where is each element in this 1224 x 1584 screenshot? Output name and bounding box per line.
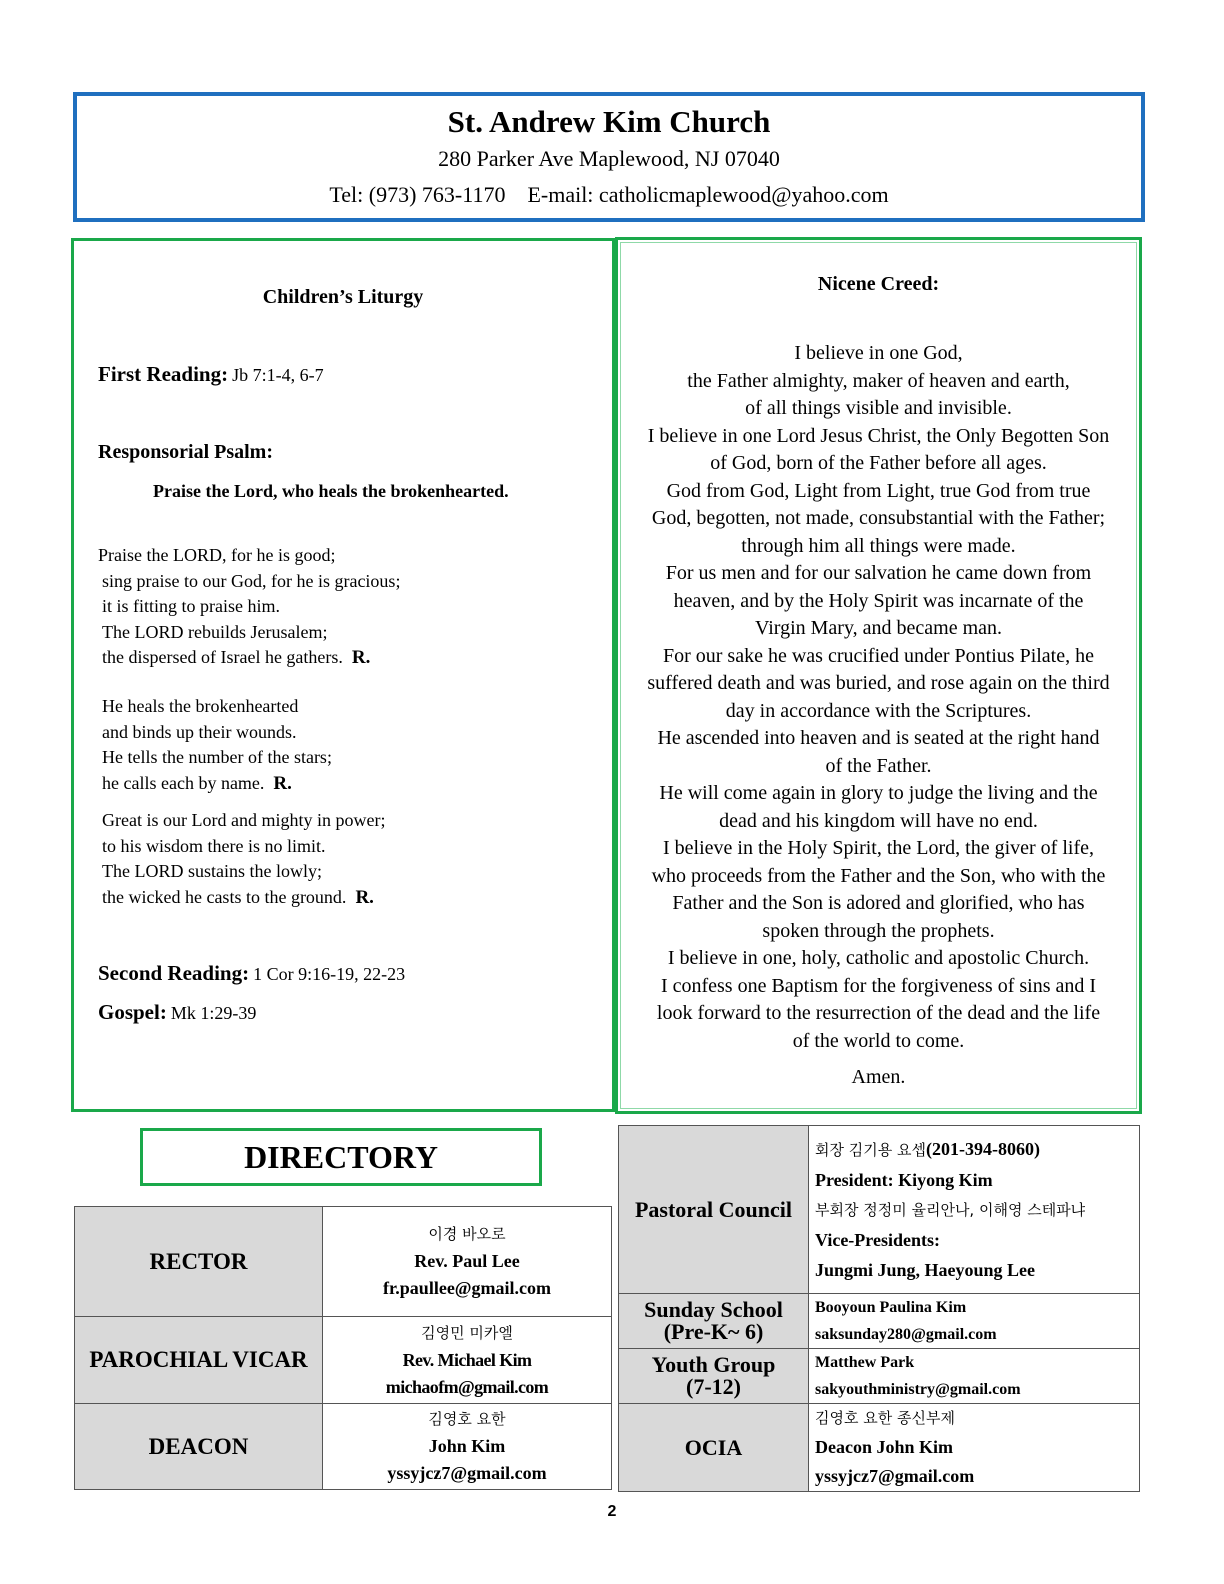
response-mark: R.	[273, 772, 292, 794]
psalm-line: He tells the number of the stars;	[102, 747, 332, 767]
creed-line: I believe in one Lord Jesus Christ, the Only Begotten Son	[647, 424, 1110, 447]
first-reading-label: First Reading:	[98, 362, 229, 386]
vicar-role: PAROCHIAL VICAR	[75, 1317, 323, 1404]
creed-line: Virgin Mary, and became man.	[754, 617, 1003, 639]
creed-line: through him all things were made.	[741, 534, 1016, 557]
second-reading-ref: 1 Cor 9:16-19, 22-23	[253, 964, 406, 984]
ocia-role: OCIA	[619, 1404, 809, 1492]
directory-title: DIRECTORY	[140, 1128, 542, 1186]
rector-korean-name: 이경 바오로	[428, 1225, 506, 1243]
psalm-line: The LORD sustains the lowly;	[102, 861, 322, 881]
creed-line: day in accordance with the Scriptures.	[725, 699, 1032, 722]
church-header	[73, 92, 1145, 222]
psalm-line: it is fitting to praise him.	[102, 596, 280, 616]
sunday-school-email[interactable]: saksunday280@gmail.com	[815, 1326, 997, 1343]
psalm-stanza-3	[102, 808, 385, 910]
creed-line: look forward to the resurrection of the dead and the life	[656, 1002, 1101, 1024]
first-reading	[98, 362, 324, 387]
deacon-name: John Kim	[428, 1436, 506, 1456]
table-row	[75, 1404, 612, 1490]
psalm-line: The LORD rebuilds Jerusalem;	[102, 621, 328, 642]
church-name: St. Andrew Kim Church	[447, 104, 771, 139]
youth-group-role	[619, 1349, 809, 1404]
youth-group-info	[809, 1349, 1140, 1404]
creed-line: of the Father.	[825, 754, 932, 777]
sunday-school-label: Sunday School	[644, 1297, 783, 1322]
pastoral-council-info	[809, 1126, 1140, 1294]
creed-line: God, begotten, not made, consubstantial with the Father;	[651, 507, 1106, 529]
page-number: 2	[607, 1503, 617, 1520]
vicar-info	[323, 1317, 612, 1404]
vicar-email[interactable]: michaofm@gmail.com	[385, 1376, 549, 1397]
creed-line: suffered death and was buried, and rose again on the third	[647, 672, 1110, 694]
table-row	[619, 1349, 1140, 1404]
council-table	[618, 1125, 1140, 1492]
deacon-role: DEACON	[75, 1404, 323, 1490]
creed-line: who proceeds from the Father and the Son, who with the	[651, 864, 1106, 887]
creed-line: For our sake he was crucified under Pontius Pilate, he	[662, 644, 1094, 667]
childrens-liturgy-panel	[71, 238, 615, 1112]
vice-president-korean-names: 부회장 정정미 율리안나, 이해영 스테파냐	[815, 1201, 1086, 1219]
creed-line: I believe in the Holy Spirit, the Lord, the giver of life,	[663, 837, 1094, 859]
vice-president-label: Vice-Presidents:	[815, 1230, 940, 1250]
creed-line: heaven, and by the Holy Spirit was incarnate of the	[673, 589, 1084, 612]
liturgy-title: Children’s Liturgy	[262, 286, 424, 308]
vice-president-names: Jungmi Jung, Haeyoung Lee	[815, 1260, 1036, 1280]
creed-line: For us men and for our salvation he came down from	[665, 562, 1092, 584]
nicene-creed-panel	[615, 237, 1142, 1114]
deacon-info	[323, 1404, 612, 1490]
president-label: President: Kiyong Kim	[815, 1170, 993, 1190]
ocia-email[interactable]: yssyjcz7@gmail.com	[815, 1466, 975, 1486]
creed-line: of God, born of the Father before all ages.	[710, 452, 1047, 474]
table-row	[619, 1126, 1140, 1294]
ocia-contact-name: Deacon John Kim	[815, 1437, 954, 1457]
creed-line: He ascended into heaven and is seated at the right hand	[657, 727, 1100, 749]
psalm-line: the wicked he casts to the ground.	[102, 886, 347, 907]
sunday-school-role	[619, 1294, 809, 1349]
first-reading-ref: Jb 7:1-4, 6-7	[232, 365, 324, 385]
response-mark: R.	[351, 647, 371, 668]
president-korean-name: 회장 김기용 요셉	[815, 1141, 926, 1159]
psalm-line: Praise the LORD, for he is good;	[98, 545, 336, 565]
youth-group-label: Youth Group	[651, 1352, 776, 1377]
table-row	[75, 1317, 612, 1404]
second-reading-label: Second Reading:	[98, 961, 250, 985]
psalm-line: and binds up their wounds.	[102, 721, 297, 742]
table-row	[619, 1294, 1140, 1349]
response-mark: R.	[355, 886, 374, 908]
psalm-line: to his wisdom there is no limit.	[102, 835, 326, 856]
pastoral-council-role: Pastoral Council	[619, 1126, 809, 1294]
creed-line: dead and his kingdom will have no end.	[719, 809, 1038, 832]
creed-line: spoken through the prophets.	[762, 919, 995, 942]
sunday-school-contact-name: Booyoun Paulina Kim	[815, 1299, 967, 1316]
creed-amen: Amen.	[851, 1066, 906, 1088]
table-row	[619, 1404, 1140, 1492]
sunday-school-grades: (Pre-K~ 6)	[663, 1319, 764, 1344]
ocia-info	[809, 1404, 1140, 1492]
table-row	[75, 1207, 612, 1317]
psalm-line: he calls each by name.	[102, 772, 265, 793]
vicar-korean-name: 김영민 미카엘	[421, 1323, 513, 1342]
psalm-line: He heals the brokenhearted	[102, 696, 299, 716]
psalm-line: the dispersed of Israel he gathers.	[102, 647, 343, 667]
creed-line: Father and the Son is adored and glorified, who has	[672, 892, 1085, 914]
vicar-name: Rev. Michael Kim	[402, 1349, 532, 1370]
psalm-line: Great is our Lord and mighty in power;	[102, 810, 386, 830]
creed-line: of all things visible and invisible.	[745, 397, 1012, 419]
youth-group-grades: (7-12)	[686, 1374, 741, 1399]
creed-title: Nicene Creed:	[817, 273, 940, 295]
youth-group-contact-name: Matthew Park	[815, 1354, 915, 1371]
ocia-korean-name: 김영호 요한 종신부제	[815, 1409, 955, 1427]
directory-table	[74, 1206, 612, 1490]
creed-line: God from God, Light from Light, true God from true	[666, 479, 1091, 502]
creed-text	[622, 340, 1135, 1055]
rector-info	[323, 1207, 612, 1317]
psalm-stanza-2	[102, 694, 332, 796]
deacon-email[interactable]: yssyjcz7@gmail.com	[387, 1463, 547, 1483]
president-phone: (201-394-8060)	[925, 1139, 1040, 1159]
gospel	[98, 1000, 256, 1025]
psalm-stanza-1	[98, 543, 400, 671]
sunday-school-info	[809, 1294, 1140, 1349]
creed-line: of the world to come.	[792, 1029, 965, 1052]
creed-line: I believe in one God,	[794, 342, 963, 364]
gospel-label: Gospel:	[98, 1000, 167, 1024]
rector-name: Rev. Paul Lee	[414, 1251, 520, 1271]
creed-line: I confess one Baptism for the forgiveness of sins and I	[660, 974, 1097, 997]
gospel-ref: Mk 1:29-39	[170, 1003, 257, 1023]
youth-group-email[interactable]: sakyouthministry@gmail.com	[815, 1381, 1021, 1398]
creed-line: He will come again in glory to judge the living and the	[659, 782, 1098, 804]
deacon-korean-name: 김영호 요한	[428, 1410, 506, 1428]
church-address: 280 Parker Ave Maplewood, NJ 07040	[438, 146, 780, 171]
psalm-line: sing praise to our God, for he is gracious;	[102, 570, 401, 591]
rector-email[interactable]: fr.paullee@gmail.com	[382, 1278, 552, 1298]
creed-line: I believe in one, holy, catholic and apostolic Church.	[667, 947, 1090, 969]
second-reading	[98, 961, 405, 986]
psalm-label: Responsorial Psalm:	[98, 441, 273, 463]
church-contact: Tel: (973) 763-1170 E-mail: catholicmaplewood@yahoo.com	[329, 182, 889, 207]
rector-role: RECTOR	[75, 1207, 323, 1317]
creed-line: the Father almighty, maker of heaven and earth,	[687, 369, 1070, 392]
psalm-response: Praise the Lord, who heals the brokenhearted.	[153, 481, 509, 501]
